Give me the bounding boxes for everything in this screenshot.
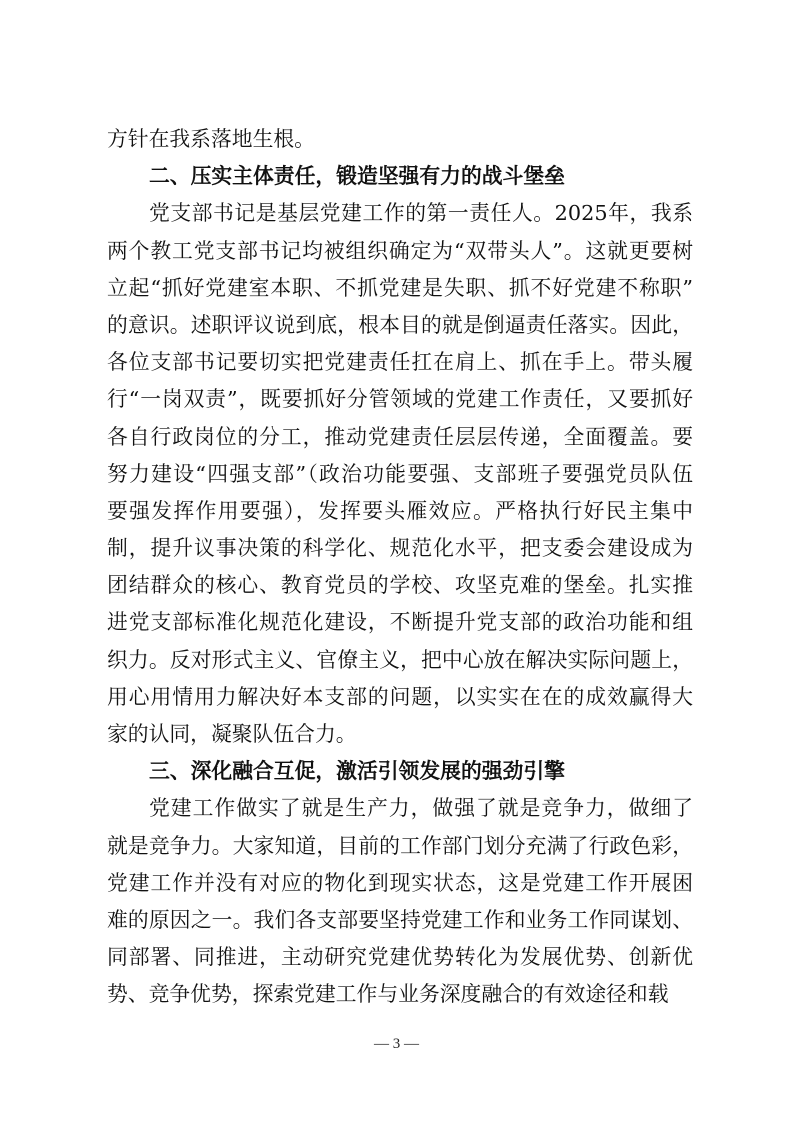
paragraph-line: 同部署、同推进，主动研究党建优势转化为发展优势、创新优 xyxy=(107,945,693,970)
paragraph-line: 方针在我系落地生根。 xyxy=(107,127,315,151)
paragraph-line: 用心用情用力解决好本支部的问题，以实实在在的成效赢得大 xyxy=(107,684,693,709)
paragraph-line: 织力。反对形式主义、官僚主义，把中心放在解决实际问题上， xyxy=(107,647,693,672)
paragraph-line: 各位支部书记要切实把党建责任扛在肩上、抓在手上。带头履 xyxy=(107,350,693,375)
paragraph-line: 团结群众的核心、教育党员的学校、攻坚克难的堡垒。扎实推 xyxy=(107,573,693,598)
paragraph-line: 就是竞争力。大家知道，目前的工作部门划分充满了行政色彩， xyxy=(107,833,693,858)
paragraph-line: 难的原因之一。我们各支部要坚持党建工作和业务工作同谋划、 xyxy=(107,907,693,932)
paragraph-line: 制，提升议事决策的科学化、规范化水平，把支委会建设成为 xyxy=(107,536,693,561)
paragraph-line: 各自行政岗位的分工，推动党建责任层层传递，全面覆盖。要 xyxy=(107,424,693,449)
paragraph-line: 家的认同，凝聚队伍合力。 xyxy=(107,722,357,746)
paragraph-line: 的意识。述职评议说到底，根本目的就是倒逼责任落实。因此， xyxy=(107,312,693,337)
section-heading: 二、压实主体责任，锻造坚强有力的战斗堡垒 xyxy=(149,164,565,189)
document-body xyxy=(107,121,693,1014)
paragraph-line: 行“一岗双责”，既要抓好分管领域的党建工作责任，又要抓好 xyxy=(107,387,693,412)
paragraph-line: 党建工作并没有对应的物化到现实状态，这是党建工作开展困 xyxy=(107,870,693,895)
paragraph-line: 势、竞争优势，探索党建工作与业务深度融合的有效途径和载 xyxy=(107,982,669,1007)
paragraph-line: 党建工作做实了就是生产力，做强了就是竞争力，做细了 xyxy=(149,796,693,821)
paragraph-line: 努力建设“四强支部”（政治功能要强、支部班子要强党员队伍 xyxy=(107,461,693,486)
paragraph-line: 立起“抓好党建室本职、不抓党建是失职、抓不好党建不称职” xyxy=(107,275,693,300)
paragraph-line: 党支部书记是基层党建工作的第一责任人。2025年，我系 xyxy=(149,201,693,226)
paragraph-line: 两个教工党支部书记均被组织确定为“双带头人”。这就更要树 xyxy=(107,238,693,263)
section-heading: 三、深化融合互促，激活引领发展的强劲引擎 xyxy=(149,759,565,784)
page-number: — 3 — xyxy=(374,1036,419,1052)
paragraph-line: 要强发挥作用要强），发挥要头雁效应。严格执行好民主集中 xyxy=(107,498,693,523)
paragraph-line: 进党支部标准化规范化建设，不断提升党支部的政治功能和组 xyxy=(107,610,693,635)
